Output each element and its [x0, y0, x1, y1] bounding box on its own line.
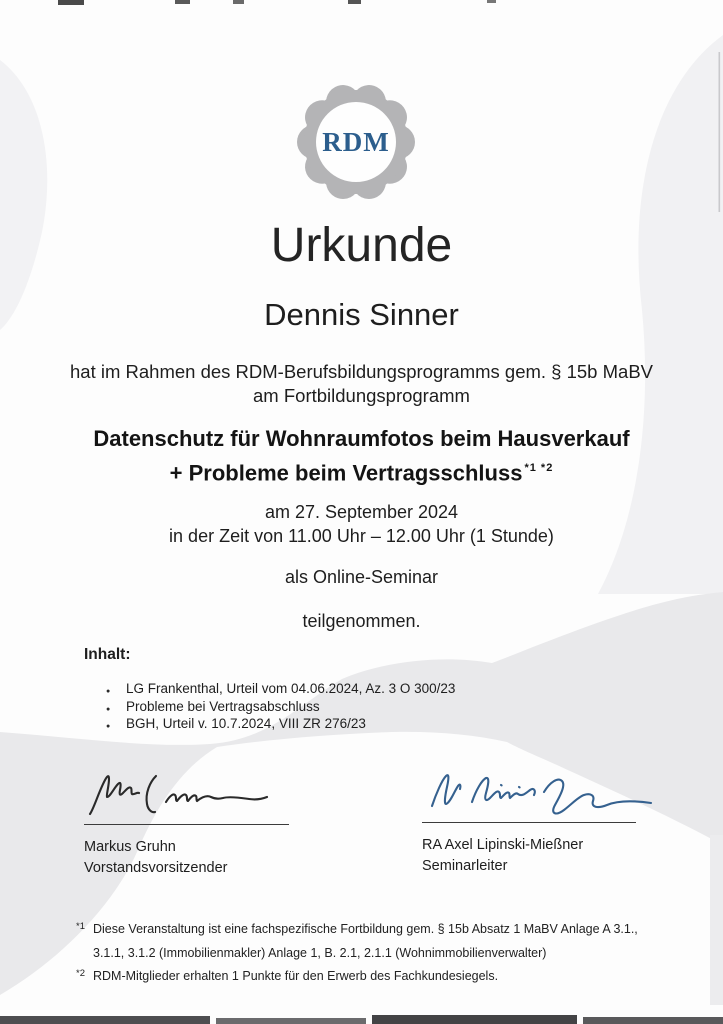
rdm-seal-logo: [298, 84, 414, 200]
top-edge-marks: [58, 0, 496, 5]
footnote-1: [76, 918, 660, 965]
footnote-text: Diese Veranstaltung ist eine fachspezifische Fortbildung gem. § 15b Absatz 1 MaBV Anlage A 3.1., 3.1.1, 3.1.2 (Immobilienmakler) Anlage 1, B. 2.1, 2.1.1 (Wohnimmobilienverwalter): [93, 922, 638, 960]
rdm-logo-text: RDM: [322, 126, 390, 157]
seminar-when: [0, 500, 723, 548]
right-edge-line: [719, 52, 721, 212]
footnote-text: RDM-Mitglieder erhalten 1 Punkte für den Erwerb des Fachkundesiegels.: [93, 969, 499, 983]
footnote-ref: *2: [76, 968, 85, 979]
seminar-title-line-1: Datenschutz für Wohnraumfotos beim Hausverkauf: [93, 426, 630, 451]
footnote-ref: *1: [76, 921, 85, 932]
signer-role: Seminarleiter: [422, 858, 508, 874]
intro-paragraph: [0, 360, 723, 408]
content-item: ● Probleme bei Vertragsabschluss: [104, 698, 455, 716]
seminar-format: als Online-Seminar: [284, 567, 439, 587]
handwritten-signature-black: [84, 764, 294, 822]
handwritten-signature-blue: [422, 760, 657, 820]
signature-block-chairman: [84, 764, 314, 879]
content-list: [104, 680, 455, 733]
intro-line-1: hat im Rahmen des RDM-Berufsbildungsprogramms gem. § 15b MaBV: [70, 361, 653, 382]
seal-core: [316, 102, 396, 182]
content-heading: Inhalt:: [84, 646, 131, 663]
footnote-2: [76, 965, 660, 989]
signer-role: Vorstandsvorsitzender: [84, 860, 228, 876]
bottom-edge-line: [0, 1015, 723, 1024]
footnotes: [76, 918, 660, 989]
participation-statement: teilgenommen.: [302, 611, 421, 631]
signer-name: RA Axel Lipinski-Mießner: [422, 837, 584, 853]
footnote-reference-marks: *1 *2: [524, 462, 554, 474]
seminar-title-line-2-text: + Probleme beim Vertragsschluss: [169, 460, 523, 486]
signature-block-seminar-leader: [422, 760, 662, 877]
recipient-name: Dennis Sinner: [264, 297, 459, 332]
seminar-date: am 27. September 2024: [264, 502, 459, 522]
signature-line: [84, 824, 289, 825]
top-left-shadow: [0, 60, 47, 330]
content-item: ● LG Frankenthal, Urteil vom 04.06.2024, Az. 3 O 300/23: [104, 680, 455, 698]
certificate-title: Urkunde: [270, 219, 453, 272]
content-item: ● BGH, Urteil v. 10.7.2024, VIII ZR 276/23: [104, 715, 455, 733]
seminar-title-line-2: [0, 454, 723, 488]
right-edge-strip: [710, 835, 723, 1005]
seminar-time: in der Zeit von 11.00 Uhr – 12.00 Uhr (1 Stunde): [169, 526, 554, 546]
signature-line: [422, 822, 636, 823]
intro-line-2: am Fortbildungsprogramm: [253, 385, 470, 406]
seminar-title: [0, 424, 723, 488]
signer-name: Markus Gruhn: [84, 839, 176, 855]
